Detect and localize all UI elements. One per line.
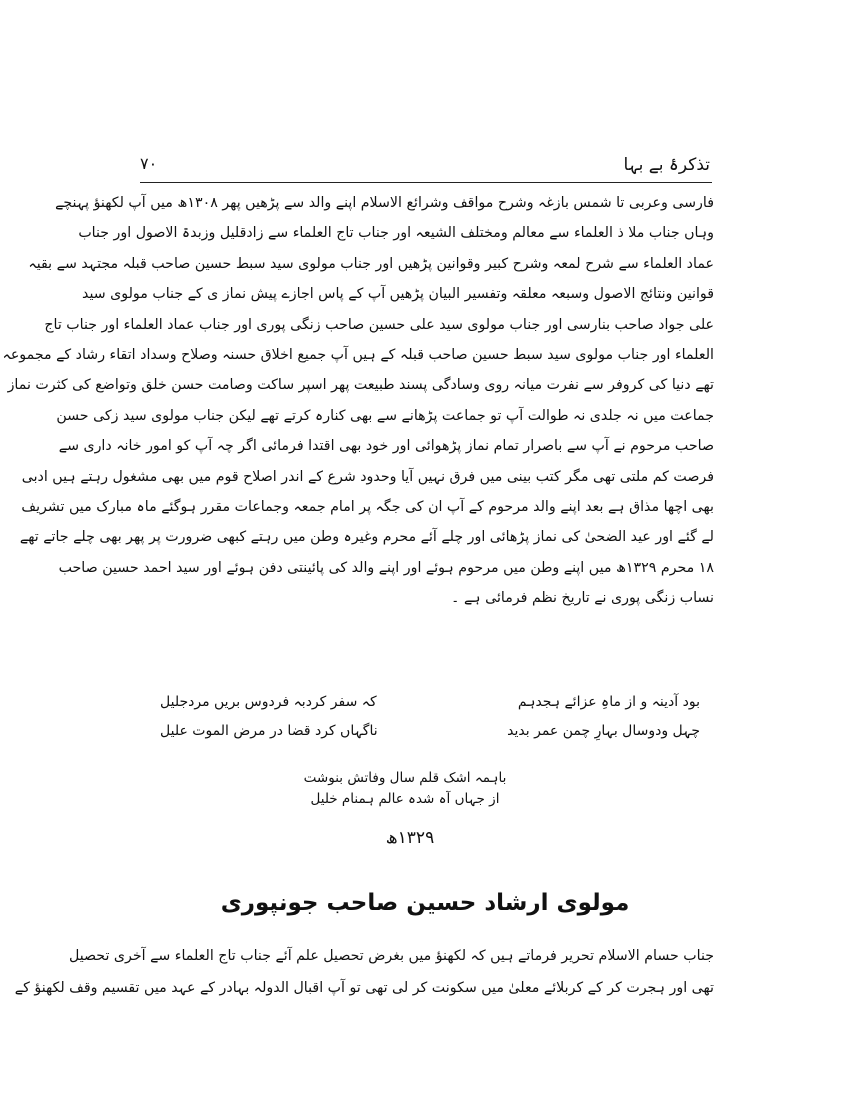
- running-title: تذکرۂ بے بہا: [623, 155, 710, 175]
- couplet-line: باہمہ اشک قلم سال وفاتش بنوشت: [303, 770, 507, 786]
- main-paragraph: [2, 188, 714, 613]
- text-line: لے گئے اور عید الضحیٰ کی نماز پڑھائی اور چلے آئے محرم وغیرہ وطن میں رہتے کبھی ضرورت پر پھر بھی چلے جاتے تھے: [19, 529, 714, 546]
- verse-second-hemistich: کہ سفر کردبہ فردوس بریں مردجلیل: [160, 694, 377, 710]
- section-heading: مولوی ارشاد حسین صاحب جونپوری: [220, 890, 630, 916]
- text-line: جناب حسام الاسلام تحریر فرماتے ہیں کہ لکھنؤ میں بغرض تحصیل علم آئے جناب تاج العلماء سے آخری تحصیل: [68, 948, 714, 964]
- verse-row: [160, 688, 700, 717]
- text-line: صاحب مرحوم نے آپ سے باصرار تمام نماز پڑھوائی اور خود بھی اقتدا فرمائی اگر چہ آپ کو امور خانہ داری سے: [58, 438, 714, 455]
- text-line: وہاں جناب ملا ذ العلماء سے معالم ومختلف الشیعہ اور جناب تاج العلماء سے زادقلیل وزبدۃ الاصول اور جناب: [78, 225, 714, 242]
- verse-first-hemistich: چہل ودوسال بہارِ چمن عمر بدید: [507, 723, 700, 739]
- chronogram-couplet: [280, 768, 530, 810]
- verse-block: [160, 688, 700, 746]
- chronogram-year: ۱۳۲۹ھ: [385, 828, 435, 848]
- text-line: علی جواد صاحب بنارسی اور جناب مولوی سید علی حسین صاحب زنگی پوری اور جناب عماد العلماء اور جناب تاج: [44, 316, 714, 333]
- text-line: عماد العلماء سے شرح لمعہ وشرح کبیر وقوانین پڑھیں اور جناب مولوی سید سبط حسین صاحب قبلہ مجتہد سے بقیہ: [28, 255, 714, 272]
- header-rule: [140, 182, 712, 183]
- verse-first-hemistich: بود آدینہ و از ماہِ عزائے ہجدہم: [517, 694, 700, 710]
- text-line: ۱۸ محرم ۱۳۲۹ھ میں اپنے وطن میں مرحوم ہوئے اور اپنے والد کی پائینتی دفن ہوئے اور سید احمد حسین صاحب: [58, 559, 714, 576]
- text-line: تھی اور ہجرت کر کے کربلائے معلیٰ میں سکونت کر لی تھی تو آپ اقبال الدولہ بہادر کے عہد میں تقسیم وقف لکھنؤ کے: [14, 980, 714, 996]
- text-line: بھی اچھا مذاق ہے بعد اپنے والد مرحوم کے آپ ان کی جگہ پر امام جمعہ وجماعات مقرر ہوگئے ماہ مبارک میں تشریف: [21, 498, 714, 515]
- verse-second-hemistich: ناگہاں کرد قضا در مرض الموت علیل: [160, 723, 378, 739]
- text-line: نساب زنگی پوری نے تاریخ نظم فرمائی ہے ۔: [451, 590, 714, 607]
- second-paragraph: [14, 940, 714, 1004]
- text-line: فارسی وعربی تا شمس بازغہ وشرح مواقف وشرائع الاسلام اپنے والد سے پڑھیں پھر ۱۳۰۸ھ میں آپ لکھنؤ پہنچے: [55, 195, 714, 211]
- couplet-line: از جہاں آہ شدہ عالم ہمنام خلیل: [310, 791, 500, 807]
- text-line: العلماء اور جناب مولوی سید سبط حسین صاحب قبلہ کے ہیں آپ جمیع اخلاق حسنہ وصلاح وسداد اتقاء رشاد کے مجموعہ: [2, 346, 714, 363]
- text-line: فرصت کم ملتی تھی مگر کتب بینی میں فرق نہیں آیا وحدود شرع کے اندر اصلاح قوم میں بھی مشغول رہتے ہیں ادبی: [21, 468, 714, 485]
- text-line: قوانین ونتائج الاصول وسبعہ معلقہ وتفسیر البیان پڑھیں آپ کے پاس اجازے پیش نماز ی کے جناب مولوی سید: [82, 286, 714, 303]
- text-line: تھے دنیا کی کروفر سے نفرت میانہ روی وسادگی پسند طبیعت پھر اسپر ساکت وصامت حسن خلق وتواضع کی کثرت نماز: [7, 377, 714, 394]
- verse-row: [160, 717, 700, 746]
- text-line: جماعت میں نہ جلدی نہ طوالت آپ تو جماعت پڑھانے سے بھی کنارہ کرتے تھے لیکن جناب مولوی سید زکی حسن: [56, 407, 714, 424]
- page-header: [140, 152, 710, 182]
- page-number: ۷۰: [140, 154, 158, 173]
